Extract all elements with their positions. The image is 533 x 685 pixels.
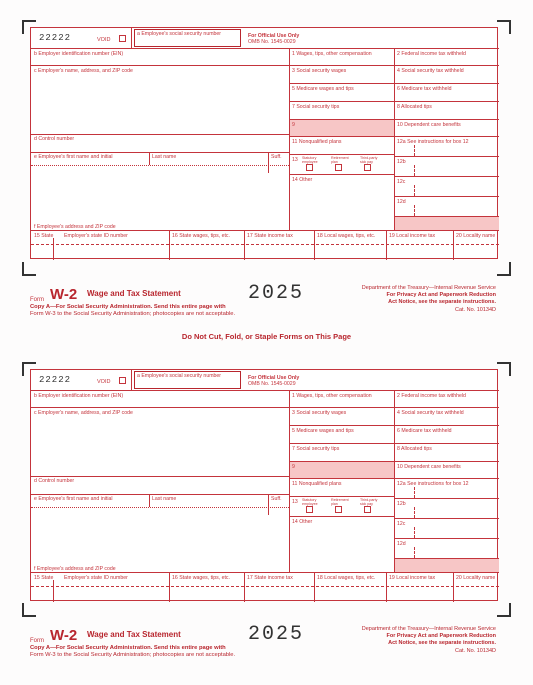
employee-first-name-label: e Employee's first name and initial <box>34 496 113 502</box>
control-number-label: d Control number <box>34 136 75 142</box>
box10-label: 10 Dependent care benefits <box>397 464 461 470</box>
ein-label: b Employer identification number (EIN) <box>34 51 124 57</box>
state-id-label: Employer's state ID number <box>64 233 128 239</box>
box5-label: 5 Medicare wages and tips <box>292 86 354 92</box>
tax-year: 2025 <box>248 282 305 305</box>
box19-label: 19 Local income tax <box>389 575 436 581</box>
omb-label: OMB No. 1545-0029 <box>248 39 296 45</box>
box5-label: 5 Medicare wages and tips <box>292 428 354 434</box>
box1-label: 1 Wages, tips, other compensation <box>292 51 372 57</box>
employee-address-label: f Employee's address and ZIP code <box>34 566 116 572</box>
copy-a-instructions: Copy A—For Social Security Administration. Send this entire page with Form W-3 to the Social Security Administration; photocopies are not acceptable. <box>30 304 236 317</box>
box11-label: 11 Nonqualified plans <box>292 481 342 487</box>
employer-name-label: c Employer's name, address, and ZIP code <box>34 410 133 416</box>
employee-first-name-label: e Employee's first name and initial <box>34 154 113 160</box>
w2-footer-1 <box>30 282 498 326</box>
box13-label: 13 <box>292 157 298 163</box>
state-id-label: Employer's state ID number <box>64 575 128 581</box>
box13-retirement-label: Retirement plan <box>331 156 349 164</box>
employer-name-label: c Employer's name, address, and ZIP code <box>34 68 133 74</box>
dept-treasury-label: Department of the Treasury—Internal Revenue Service For Privacy Act and Paperwork Reduction Act Notice, see the separate instructions. Cat. No. 10134D <box>361 285 496 313</box>
dept-treasury-label: Department of the Treasury—Internal Revenue Service For Privacy Act and Paperwork Reduction Act Notice, see the separate instructions. Cat. No. 10134D <box>361 626 496 654</box>
official-use-label: For Official Use Only <box>248 33 300 39</box>
void-checkbox[interactable] <box>119 377 126 384</box>
box4-label: 4 Social security tax withheld <box>397 68 464 74</box>
box13-statutory-label: Statutory employee <box>302 498 318 506</box>
box17-label: 17 State income tax <box>247 575 293 581</box>
box3-label: 3 Social security wages <box>292 68 347 74</box>
ein-label: b Employer identification number (EIN) <box>34 393 124 399</box>
last-name-label: Last name <box>152 154 177 160</box>
official-use-label: For Official Use Only <box>248 375 300 381</box>
box8-label: 8 Allocated tips <box>397 446 432 452</box>
suffix-label: Suff. <box>271 154 282 160</box>
void-label: VOID <box>97 379 111 385</box>
box7-label: 7 Social security tips <box>292 446 340 452</box>
crop-mark-mid-left <box>22 262 36 276</box>
last-name-label: Last name <box>152 496 177 502</box>
box2-label: 2 Federal income tax withheld <box>397 393 466 399</box>
w2-footer-2 <box>30 623 498 667</box>
box19-label: 19 Local income tax <box>389 233 436 239</box>
tax-year: 2025 <box>248 623 305 646</box>
ssn-label: a Employee's social security number <box>137 31 222 37</box>
box13-statutory-label: Statutory employee <box>302 156 318 164</box>
omb-label: OMB No. 1545-0029 <box>248 381 296 387</box>
box12d-label: 12d <box>397 199 406 205</box>
wage-tax-statement-title: Wage and Tax Statement <box>87 289 181 298</box>
retirement-plan-checkbox[interactable] <box>335 506 342 513</box>
ssn-label: a Employee's social security number <box>137 373 222 379</box>
box12d-label: 12d <box>397 541 406 547</box>
box14-label: 14 Other <box>292 177 313 183</box>
box11-label: 11 Nonqualified plans <box>292 139 342 145</box>
w2-form-copy-2 <box>30 369 498 601</box>
crop-mark-top-right <box>497 20 511 34</box>
box15-state-label: 15 State <box>34 575 54 581</box>
wage-tax-statement-title: Wage and Tax Statement <box>87 630 181 639</box>
box12-shaded-strip <box>395 559 499 572</box>
box2-label: 2 Federal income tax withheld <box>397 51 466 57</box>
do-not-cut-notice: Do Not Cut, Fold, or Staple Forms on This Page <box>181 332 352 341</box>
box13-retirement-label: Retirement plan <box>331 498 349 506</box>
box12b-label: 12b <box>397 501 406 507</box>
box7-label: 7 Social security tips <box>292 104 340 110</box>
box14-label: 14 Other <box>292 519 313 525</box>
box16-label: 16 State wages, tips, etc. <box>172 233 230 239</box>
box13-thirdparty-label: Third-party sick pay <box>360 156 378 164</box>
crop-mark-mid-right <box>497 262 511 276</box>
void-label: VOID <box>97 37 111 43</box>
box12a-label: 12a See instructions for box 12 <box>397 481 469 487</box>
box3-label: 3 Social security wages <box>292 410 347 416</box>
form-w2-title: W-2 <box>50 286 78 303</box>
void-checkbox[interactable] <box>119 35 126 42</box>
form-code: 22222 <box>39 33 72 43</box>
statutory-employee-checkbox[interactable] <box>306 506 313 513</box>
box18-label: 18 Local wages, tips, etc. <box>317 233 376 239</box>
third-party-sick-pay-checkbox[interactable] <box>364 164 371 171</box>
w2-form-copy-1 <box>30 27 498 259</box>
form-w2-title: W-2 <box>50 627 78 644</box>
box13-label: 13 <box>292 499 298 505</box>
control-number-label: d Control number <box>34 478 75 484</box>
employee-address-label: f Employee's address and ZIP code <box>34 224 116 230</box>
box18-label: 18 Local wages, tips, etc. <box>317 575 376 581</box>
box9-shaded <box>290 462 394 478</box>
form-code: 22222 <box>39 375 72 385</box>
box1-label: 1 Wages, tips, other compensation <box>292 393 372 399</box>
suffix-label: Suff. <box>271 496 282 502</box>
box12b-label: 12b <box>397 159 406 165</box>
crop-mark-bottom-right <box>497 603 511 617</box>
statutory-employee-checkbox[interactable] <box>306 164 313 171</box>
box12c-label: 12c <box>397 521 406 527</box>
crop-mark-mid2-right <box>497 362 511 376</box>
box13-thirdparty-label: Third-party sick pay <box>360 498 378 506</box>
retirement-plan-checkbox[interactable] <box>335 164 342 171</box>
box8-label: 8 Allocated tips <box>397 104 432 110</box>
box9-shaded <box>290 120 394 136</box>
box17-label: 17 State income tax <box>247 233 293 239</box>
box9-label: 9 <box>292 464 295 470</box>
form-prefix: Form <box>30 297 44 303</box>
box9-label: 9 <box>292 122 295 128</box>
box10-label: 10 Dependent care benefits <box>397 122 461 128</box>
box12-shaded-strip <box>395 217 499 230</box>
crop-mark-bottom-left <box>22 603 36 617</box>
box6-label: 6 Medicare tax withheld <box>397 428 452 434</box>
box15-state-label: 15 State <box>34 233 54 239</box>
box6-label: 6 Medicare tax withheld <box>397 86 452 92</box>
box20-label: 20 Locality name <box>456 575 496 581</box>
box12a-label: 12a See instructions for box 12 <box>397 139 469 145</box>
third-party-sick-pay-checkbox[interactable] <box>364 506 371 513</box>
copy-a-instructions: Copy A—For Social Security Administration. Send this entire page with Form W-3 to the Social Security Administration; photocopies are not acceptable. <box>30 645 236 658</box>
form-prefix: Form <box>30 638 44 644</box>
box4-label: 4 Social security tax withheld <box>397 410 464 416</box>
box16-label: 16 State wages, tips, etc. <box>172 575 230 581</box>
box12c-label: 12c <box>397 179 406 185</box>
box20-label: 20 Locality name <box>456 233 496 239</box>
